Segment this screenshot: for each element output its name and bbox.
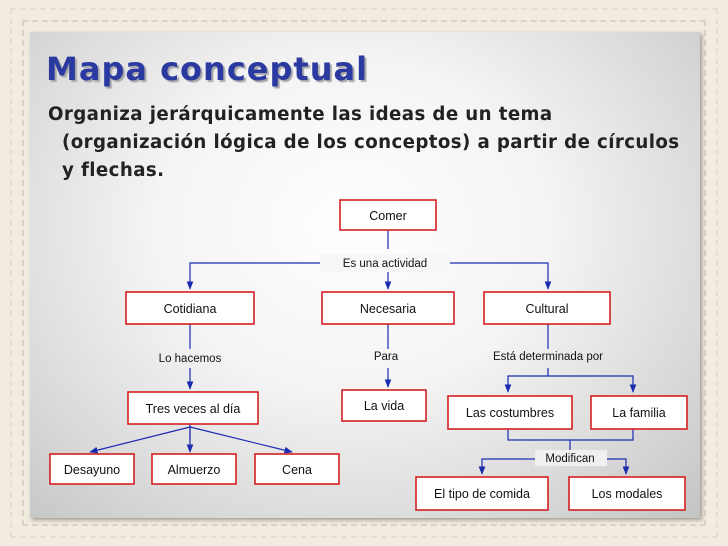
link-esta-determinada-por: Está determinada por [493,351,603,363]
connector-to-modales [605,459,626,474]
link-para: Para [373,351,399,363]
link-labels [159,254,607,466]
slide [30,32,700,518]
node-label-familia: La familia [612,406,666,420]
connector-to-costumbres [508,376,548,392]
node-label-la-vida: La vida [363,399,405,413]
connector-to-tipo-comida [482,459,535,474]
node-label-desayuno: Desayuno [63,463,121,477]
node-label-modales: Los modales [591,487,663,501]
connector-to-familia [548,376,633,392]
node-label-almuerzo: Almuerzo [167,463,221,477]
connector-costumbres-familia-join [508,429,633,440]
node-label-tipo-comida: El tipo de comida [434,487,530,501]
concept-map-diagram [30,32,700,518]
node-label-cena: Cena [282,463,312,477]
node-label-necesaria: Necesaria [359,302,417,316]
connector-to-cotidiana [190,263,320,289]
node-label-comer: Comer [369,209,407,223]
connector-to-cultural [450,263,548,289]
connector-to-cena [190,427,292,452]
node-label-tres-veces: Tres veces al día [145,402,241,416]
node-label-cultural: Cultural [525,302,569,316]
slide-body-paragraph: Organiza jerárquicamente las ideas de un tema (organización lógica de los conceptos) a partir de círculos y flechas. [48,104,680,181]
node-label-cotidiana: Cotidiana [163,302,217,316]
link-modifican: Modifican [545,453,595,465]
link-lo-hacemos: Lo hacemos [158,353,222,365]
node-label-costumbres: Las costumbres [465,406,555,420]
connector-to-desayuno [90,427,190,452]
slide-title: Mapa conceptual [46,50,369,88]
link-es-una-actividad: Es una actividad [342,258,428,270]
